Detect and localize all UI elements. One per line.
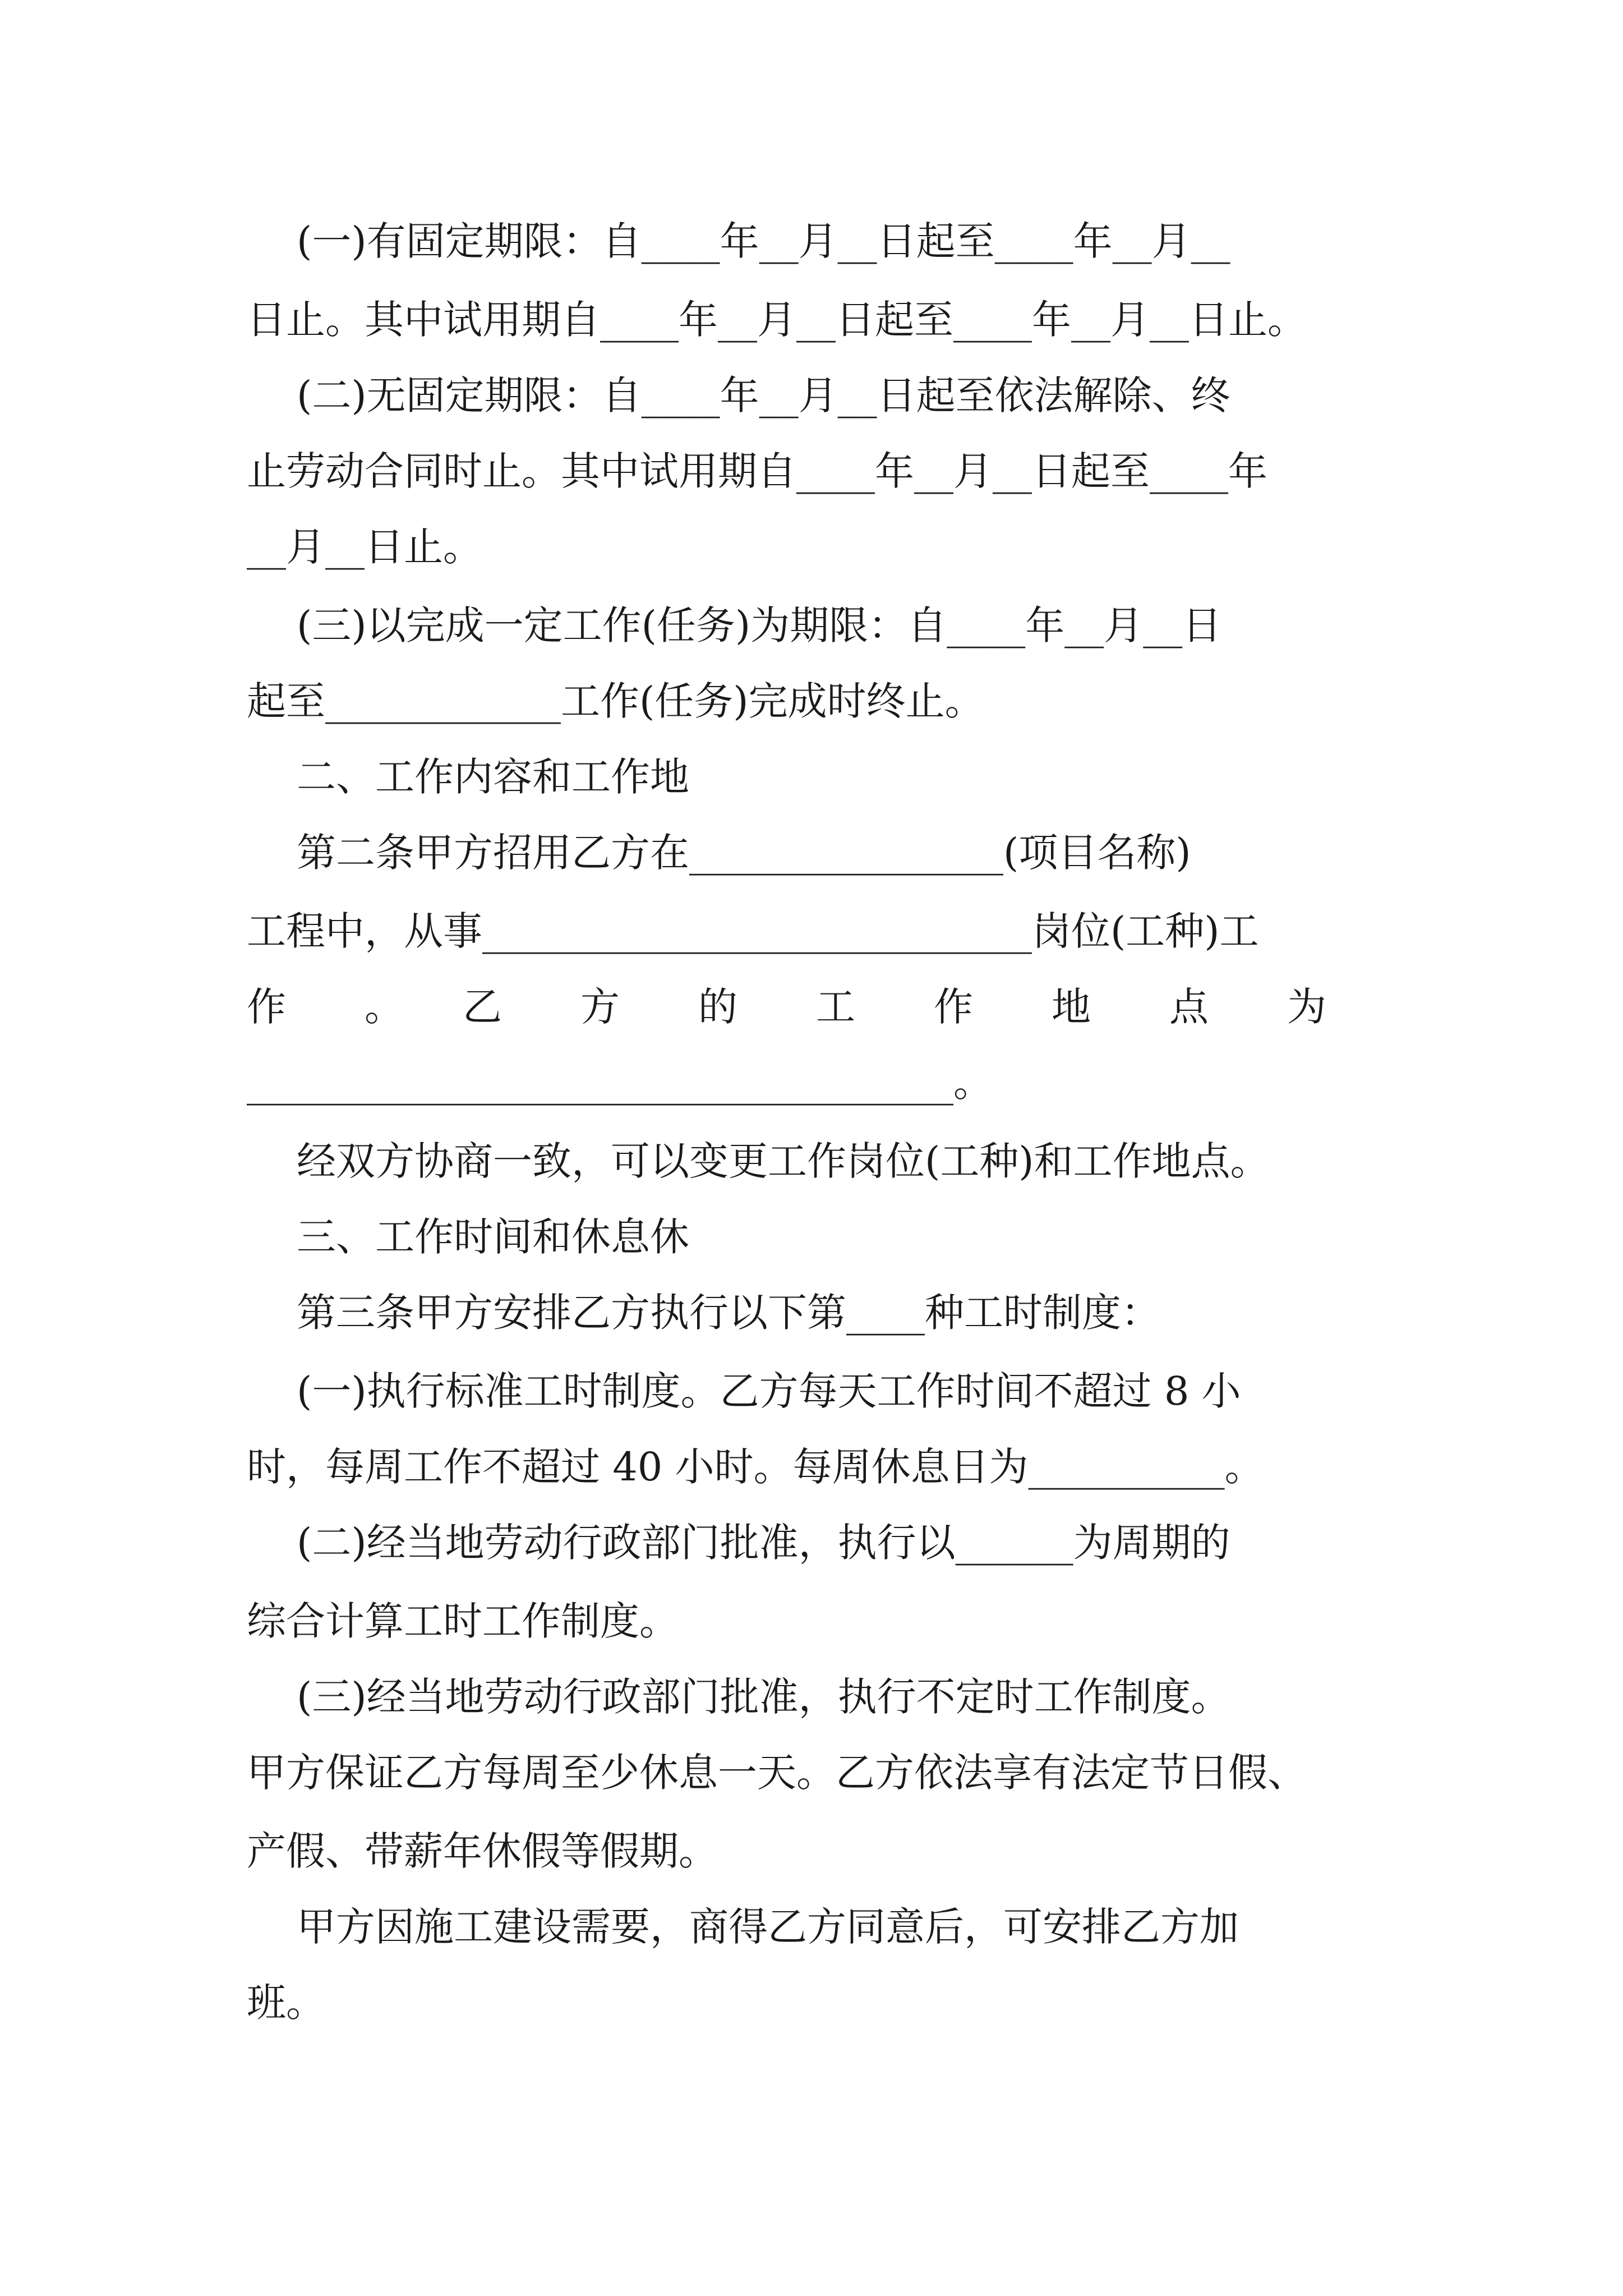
text-line: (一)有固定期限：自____年__月__日起至____年__月__ xyxy=(247,218,1230,264)
text-line: 甲方保证乙方每周至少休息一天。乙方依法享有法定节日假、 xyxy=(247,1750,1307,1796)
text-line: 班。 xyxy=(247,1980,325,2026)
text-line: (二)无固定期限：自____年__月__日起至依法解除、终 xyxy=(247,372,1230,418)
text-line: 第二条甲方招用乙方在________________(项目名称) xyxy=(247,830,1191,876)
section-heading: 三、工作时间和休息休 xyxy=(247,1214,690,1260)
text-line: 第三条甲方安排乙方执行以下第____种工时制度： xyxy=(247,1290,1161,1336)
text-line: 止劳动合同时止。其中试用期自____年__月__日起至____年 xyxy=(247,448,1267,494)
text-line: (三)以完成一定工作(任务)为期限：自____年__月__日 xyxy=(247,602,1222,648)
text-line: 经双方协商一致，可以变更工作岗位(工种)和工作地点。 xyxy=(247,1138,1270,1184)
text-line: (三)经当地劳动行政部门批准，执行不定时工作制度。 xyxy=(247,1674,1230,1720)
text-line: 产假、带薪年休假等假期。 xyxy=(247,1828,718,1874)
text-line: 工程中，从事____________________________岗位(工种)工 xyxy=(247,908,1259,954)
text-line: (二)经当地劳动行政部门批准，执行以______为周期的 xyxy=(247,1520,1230,1566)
text-line: __月__日止。 xyxy=(247,524,482,570)
text-line: 起至____________工作(任务)完成时终止。 xyxy=(247,678,984,724)
section-heading: 二、工作内容和工作地 xyxy=(247,754,690,800)
text-line: 甲方因施工建设需要，商得乙方同意后，可安排乙方加 xyxy=(247,1904,1239,1950)
text-line: 综合计算工时工作制度。 xyxy=(247,1598,679,1644)
text-line: ____________________________________。 xyxy=(247,1060,993,1106)
text-line: (一)执行标准工时制度。乙方每天工作时间不超过 8 小 xyxy=(247,1368,1241,1414)
text-line: 作 。 乙 方 的 工 作 地 点 为 xyxy=(247,984,1326,1030)
text-line: 日止。其中试用期自____年__月__日起至____年__月__日止。 xyxy=(247,297,1307,343)
text-line: 时，每周工作不超过 40 小时。每周休息日为__________。 xyxy=(247,1444,1264,1490)
